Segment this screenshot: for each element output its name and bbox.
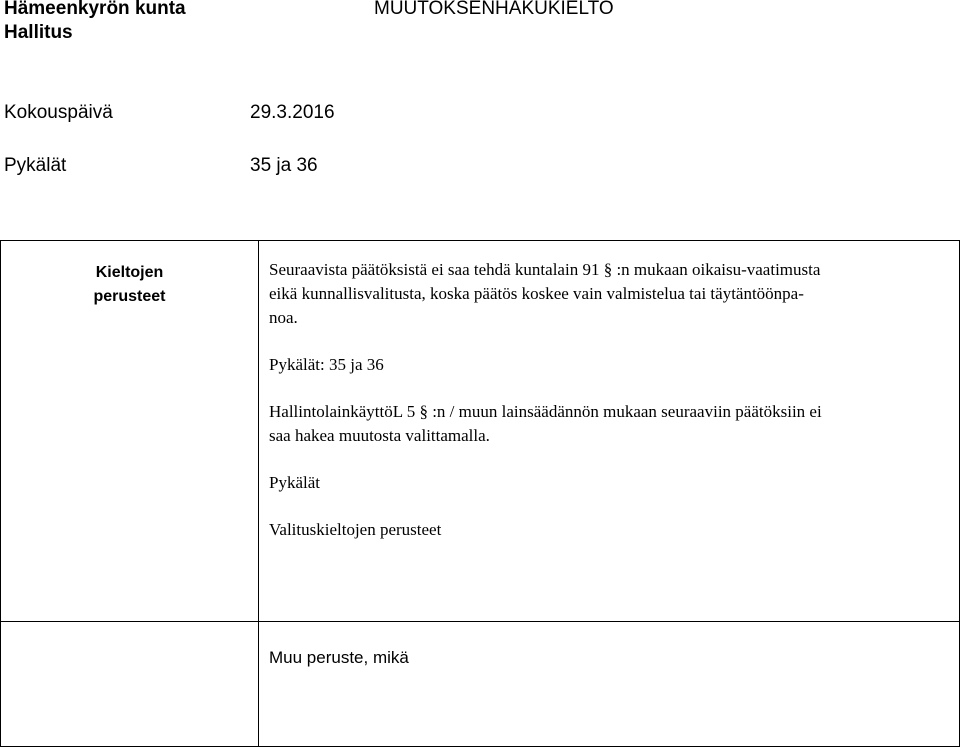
appeal-ban-sections: Pykälät: [269, 473, 320, 492]
correction-ban-sections: Pykälät: 35 ja 36: [269, 355, 384, 374]
other-grounds-label: Muu peruste, mikä: [269, 648, 409, 667]
other-grounds-cell: [259, 622, 960, 747]
organization-unit: Hallitus: [4, 22, 73, 43]
correction-ban-line: eikä kunnallisvalitusta, koska päätös koskee vain valmistelua tai täytäntöönpa-: [269, 284, 804, 303]
appeal-ban-paragraph: [269, 400, 959, 448]
grounds-content-cell: [259, 241, 960, 622]
meeting-date-value: 29.3.2016: [250, 102, 335, 123]
correction-ban-line: Seuraavista päätöksistä ei saa tehdä kuntalain 91 § :n mukaan oikaisu-vaatimusta: [269, 260, 821, 279]
grounds-heading-cell: [1, 241, 259, 622]
other-grounds-row: [1, 622, 960, 747]
grounds-heading-line1: Kieltojen: [95, 264, 164, 281]
grounds-row: [1, 241, 960, 622]
correction-ban-paragraph: [269, 258, 959, 330]
document-title: MUUTOKSENHAKUKIELTO: [374, 0, 614, 19]
correction-ban-line: noa.: [269, 308, 298, 327]
sections-label: Pykälät: [4, 155, 67, 176]
other-grounds-empty-cell: [1, 622, 259, 747]
appeal-ban-line: saa hakea muutosta valittamalla.: [269, 426, 490, 445]
sections-value: 35 ja 36: [250, 155, 318, 176]
grounds-table: [0, 240, 960, 747]
meeting-date-label: Kokouspäivä: [4, 102, 113, 123]
grounds-heading-line2: perusteet: [93, 288, 166, 305]
organization-name: Hämeenkyrön kunta: [4, 0, 186, 19]
appeal-ban-line: HallintolainkäyttöL 5 § :n / muun lainsäädännön mukaan seuraaviin päätöksiin ei: [269, 402, 822, 421]
appeal-grounds-label: Valituskieltojen perusteet: [269, 520, 442, 539]
